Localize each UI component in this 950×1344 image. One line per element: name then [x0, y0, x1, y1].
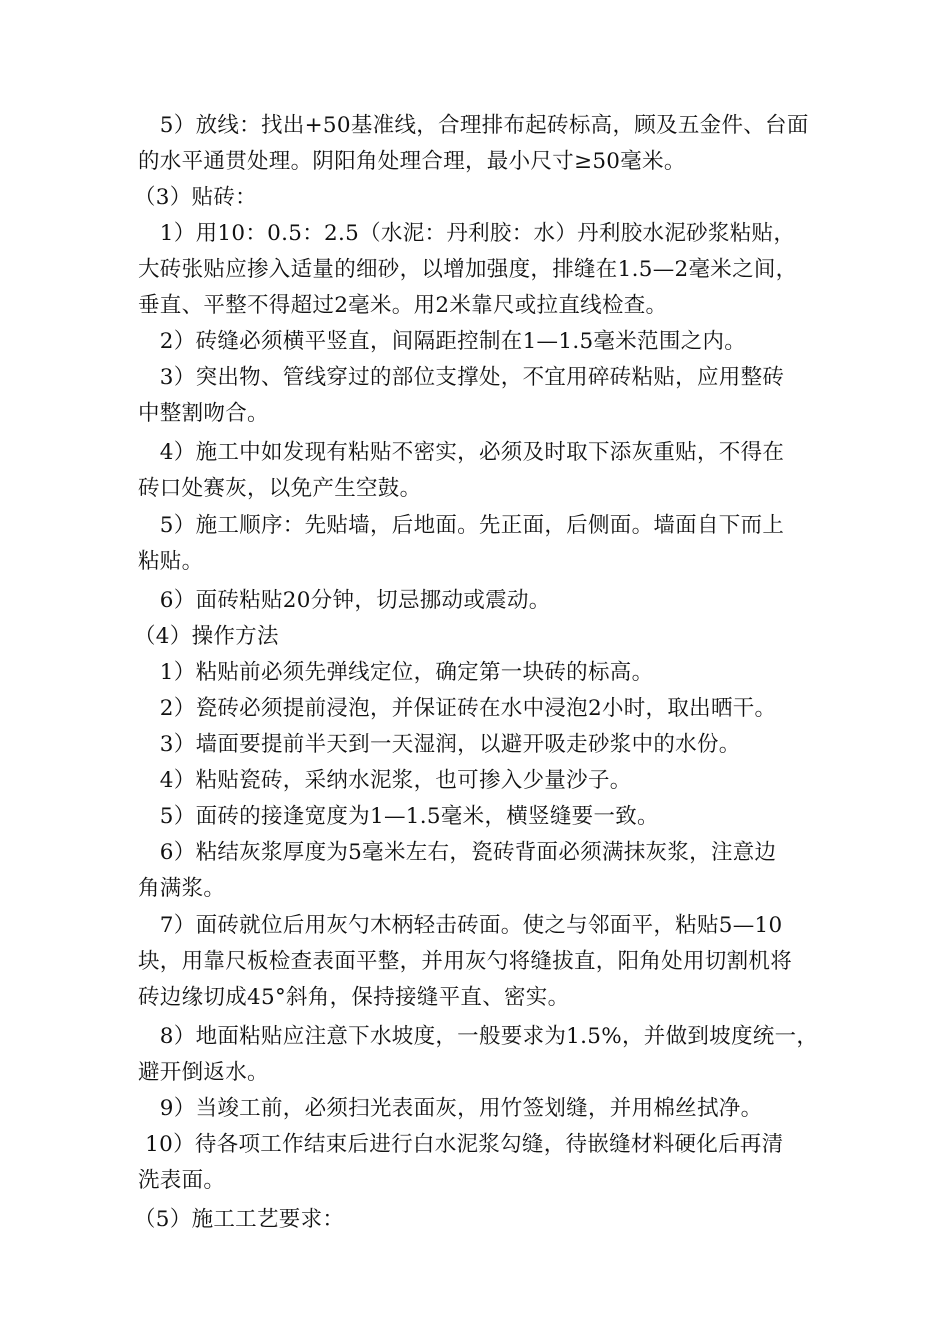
text-line: 洗表面。 [138, 1168, 226, 1193]
text-line: 砖边缘切成45°斜角，保持接缝平直、密实。 [138, 985, 570, 1010]
text-line: 10）待各项工作结束后进行白水泥浆勾缝，待嵌缝材料硬化后再清 [138, 1132, 784, 1157]
text-line: 7）面砖就位后用灰勺木柄轻击砖面。使之与邻面平，粘贴5—10 [138, 913, 783, 938]
text-line: 大砖张贴应掺入适量的细砂，以增加强度，排缝在1.5—2毫米之间， [138, 257, 798, 282]
text-line: 粘贴。 [138, 549, 204, 574]
text-line: 8）地面粘贴应注意下水坡度，一般要求为1.5%，并做到坡度统一， [138, 1024, 819, 1049]
text-line: 垂直、平整不得超过2毫米。用2米靠尺或拉直线检查。 [138, 293, 668, 318]
text-line: 9）当竣工前，必须扫光表面灰，用竹签划缝，并用棉丝拭净。 [138, 1096, 763, 1121]
text-line: 避开倒返水。 [138, 1060, 269, 1085]
text-line: （3）贴砖： [134, 185, 257, 210]
text-line: 2）砖缝必须横平竖直，间隔距控制在1—1.5毫米范围之内。 [138, 329, 747, 354]
text-line: 砖口处赛灰，以免产生空鼓。 [138, 476, 422, 501]
text-line: 6）面砖粘贴20分钟，切忌挪动或震动。 [138, 588, 551, 613]
text-line: 5）施工顺序：先贴墙，后地面。先正面，后侧面。墙面自下而上 [138, 513, 785, 538]
text-line: 3）突出物、管线穿过的部位支撑处，不宜用碎砖粘贴，应用整砖 [138, 365, 785, 390]
text-line: 5）放线：找出+50基准线，合理排布起砖标高，顾及五金件、台面 [138, 113, 809, 138]
text-line: 2）瓷砖必须提前浸泡，并保证砖在水中浸泡2小时，取出晒干。 [138, 696, 777, 721]
text-line: 4）粘贴瓷砖，采纳水泥浆，也可掺入少量沙子。 [138, 768, 632, 793]
text-line: 块，用靠尺板检查表面平整，并用灰勺将缝拔直，阳角处用切割机将 [138, 949, 793, 974]
text-line: 3）墙面要提前半天到一天湿润，以避开吸走砂浆中的水份。 [138, 732, 741, 757]
text-line: 中整割吻合。 [138, 401, 269, 426]
text-line: 的水平通贯处理。阴阳角处理合理，最小尺寸≥50毫米。 [138, 149, 686, 174]
text-line: 1）用10：0.5：2.5（水泥：丹利胶：水）丹利胶水泥砂浆粘贴， [138, 221, 796, 246]
text-line: 6）粘结灰浆厚度为5毫米左右，瓷砖背面必须满抹灰浆，注意边 [138, 840, 777, 865]
text-line: 1）粘贴前必须先弹线定位，确定第一块砖的标高。 [138, 660, 654, 685]
text-line: 角满浆。 [138, 876, 226, 901]
text-line: （5）施工工艺要求： [134, 1207, 345, 1232]
text-line: 4）施工中如发现有粘贴不密实，必须及时取下添灰重贴，不得在 [138, 440, 785, 465]
text-line: （4）操作方法 [134, 624, 279, 649]
text-line: 5）面砖的接逢宽度为1—1.5毫米，横竖缝要一致。 [138, 804, 659, 829]
